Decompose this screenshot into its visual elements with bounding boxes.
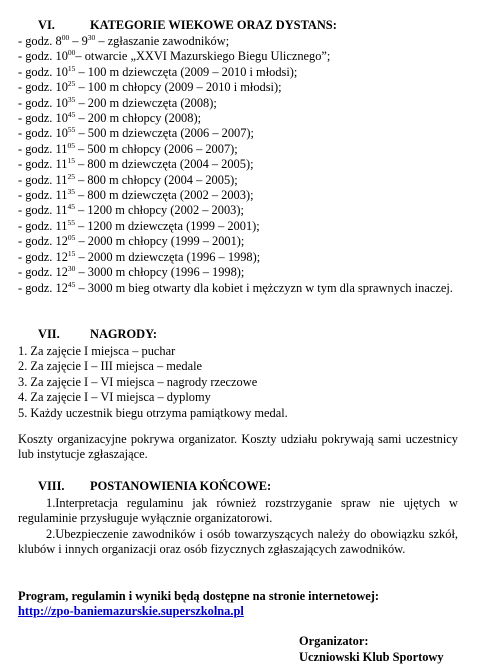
prize-item: 5. Każdy uczestnik biegu otrzyma pamiątkowy medal. — [18, 405, 288, 420]
section-6-heading — [18, 18, 458, 33]
schedule-minutes: 15 — [67, 248, 76, 258]
section-8-number: VIII. — [38, 479, 65, 493]
section-7-heading — [18, 327, 458, 342]
schedule-item — [18, 96, 458, 111]
schedule-hour: - godz. 12 — [18, 234, 68, 249]
schedule-hour: - godz. 11 — [18, 218, 68, 233]
prizes-list — [18, 344, 458, 421]
schedule-item — [18, 34, 458, 49]
schedule-minutes: 25 — [67, 171, 75, 181]
schedule-item — [18, 80, 458, 95]
schedule-item — [18, 188, 458, 203]
schedule-text: – 2000 m chłopcy (1999 – 2001); — [75, 234, 245, 249]
schedule-minutes: 55 — [67, 125, 76, 135]
schedule-text: – 200 m dziewczęta (2008); — [75, 95, 217, 110]
schedule-hour: - godz. 10 — [18, 126, 68, 141]
schedule-hour: - godz. 10 — [18, 80, 68, 95]
schedule-minutes: 35 — [67, 187, 75, 197]
schedule-last-minutes: 45 — [67, 280, 76, 289]
schedule-range-minutes: 30 — [87, 33, 96, 42]
schedule-item — [18, 157, 458, 172]
schedule-hour: - godz. 10 — [18, 95, 68, 110]
organizer-name: Uczniowski Klub Sportowy — [299, 650, 444, 664]
schedule-minutes: 00 — [67, 48, 76, 58]
prize-item: 2. Za zajęcie I – III miejsca – medale — [18, 359, 203, 374]
schedule-range: – 9 — [69, 34, 88, 48]
website-link-line — [18, 604, 458, 619]
schedule-item — [18, 126, 458, 141]
website-link[interactable]: http://zpo-baniemazurskie.superszkolna.pl — [18, 604, 244, 618]
schedule-item — [18, 142, 458, 157]
schedule-minutes: 30 — [67, 264, 76, 274]
schedule-hour: - godz. 11 — [18, 157, 68, 172]
prize-item: 4. Za zajęcie I – VI miejsca – dyplomy — [18, 390, 211, 405]
schedule-hour: - godz. 11 — [18, 141, 68, 156]
schedule-item — [18, 265, 458, 280]
schedule-text: – 800 m chłopcy (2004 – 2005); — [74, 172, 238, 187]
section-7-title: NAGRODY: — [90, 327, 158, 341]
section-8-title: POSTANOWIENIA KOŃCOWE: — [90, 479, 272, 493]
section-6-number: VI. — [38, 18, 55, 32]
schedule-last-prefix: - godz. 12 — [18, 281, 68, 295]
schedule-text: – 500 m dziewczęta (2006 – 2007); — [75, 126, 254, 141]
schedule-item — [18, 219, 458, 234]
schedule-text: – zgłaszanie zawodników; — [95, 34, 230, 48]
schedule-minutes: 15 — [67, 156, 75, 166]
schedule-item — [18, 65, 458, 80]
schedule-item — [18, 49, 458, 64]
schedule-text: – 100 m dziewczęta (2009 – 2010 i młodsi); — [75, 64, 298, 79]
schedule-minutes: 00 — [61, 33, 70, 42]
schedule-text: – 1200 m chłopcy (2002 – 2003); — [74, 203, 244, 218]
schedule-text: – 1200 m dziewczęta (1999 – 2001); — [74, 218, 260, 233]
final-provision-1: 1.Interpretacja regulaminu jak również rozstrzyganie spraw nie ujętych w regulaminie przysługuje wyłącznie organizatorowi. — [18, 496, 458, 526]
schedule-minutes: 45 — [67, 110, 76, 120]
schedule-text: – 2000 m dziewczęta (1996 – 1998); — [75, 249, 261, 264]
schedule-minutes: 25 — [67, 79, 76, 89]
schedule-text: – 500 m chłopcy (2006 – 2007); — [74, 141, 238, 156]
schedule-text: – 800 m dziewczęta (2002 – 2003); — [74, 188, 254, 203]
schedule-text: – 100 m chłopcy (2009 – 2010 i młodsi); — [75, 80, 282, 95]
costs-paragraph: Koszty organizacyjne pokrywa organizator. Koszty udziału pokrywają sami uczestnicy lub instytucje zgłaszające. — [18, 432, 458, 462]
prize-item: 1. Za zajęcie I miejsca – puchar — [18, 344, 176, 358]
schedule-item — [18, 203, 458, 218]
program-note: Program, regulamin i wyniki będą dostępne na stronie internetowej: — [18, 589, 380, 603]
schedule-last-text: – 3000 m bieg otwarty dla kobiet i mężczyzn w tym dla sprawnych inaczej. — [75, 281, 453, 295]
schedule-minutes: 05 — [67, 140, 75, 150]
schedule-text: – otwarcie „XXVI Mazurskiego Biegu Ulicznego”; — [75, 49, 331, 64]
prize-item: 3. Za zajęcie I – VI miejsca – nagrody rzeczowe — [18, 374, 258, 389]
schedule-text: – 800 m dziewczęta (2004 – 2005); — [74, 157, 254, 172]
schedule-minutes: 15 — [67, 63, 76, 73]
schedule-hour: - godz. 12 — [18, 249, 68, 264]
schedule-minutes: 45 — [67, 202, 75, 212]
schedule-item — [18, 111, 458, 126]
schedule-minutes: 35 — [67, 94, 76, 104]
organizer-label: Organizator: — [299, 634, 369, 648]
schedule-item-last — [18, 281, 458, 296]
schedule-minutes: 05 — [67, 233, 76, 243]
final-provision-2: 2.Ubezpieczenie zawodników i osób towarzyszących należy do obowiązku szkół, klubów i innych organizacji oraz osób fizycznych zgłaszających zawodników. — [18, 527, 458, 557]
schedule-hour: - godz. 8 — [18, 34, 62, 48]
schedule-item — [18, 250, 458, 265]
schedule-hour: - godz. 10 — [18, 49, 68, 64]
schedule-hour: - godz. 12 — [18, 265, 68, 280]
schedule-minutes: 55 — [67, 217, 75, 227]
schedule-item — [18, 234, 458, 249]
schedule-list — [18, 34, 458, 281]
schedule-hour: - godz. 10 — [18, 64, 68, 79]
schedule-text: – 200 m chłopcy (2008); — [75, 111, 202, 126]
schedule-item — [18, 173, 458, 188]
section-8-heading — [18, 479, 458, 494]
schedule-hour: - godz. 11 — [18, 203, 68, 218]
schedule-hour: - godz. 10 — [18, 111, 68, 126]
section-7-number: VII. — [38, 327, 60, 341]
schedule-hour: - godz. 11 — [18, 172, 68, 187]
schedule-hour: - godz. 11 — [18, 188, 68, 203]
schedule-text: – 3000 m chłopcy (1996 – 1998); — [75, 265, 245, 280]
section-6-title: KATEGORIE WIEKOWE ORAZ DYSTANS: — [90, 18, 337, 32]
